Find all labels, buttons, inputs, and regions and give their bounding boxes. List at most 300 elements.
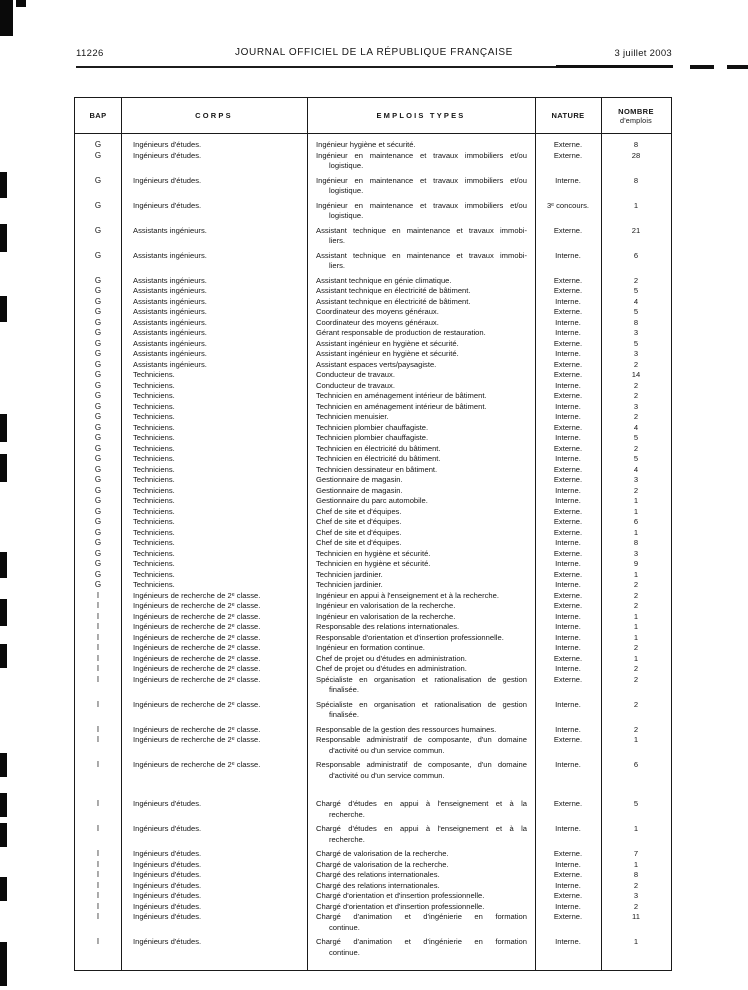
emplois-line: finalisée. — [329, 710, 359, 719]
cell-nombre: 21 — [631, 225, 641, 235]
cell-nombre: 2 — [633, 443, 639, 453]
cell-nombre: 2 — [633, 880, 639, 890]
cell-emplois — [307, 612, 535, 623]
cell-nombre: 2 — [633, 674, 639, 684]
cell-nombre: 1 — [633, 937, 639, 946]
cell-bap: I — [96, 859, 100, 869]
table-row — [75, 622, 671, 633]
cell-nombre: 9 — [633, 559, 639, 568]
cell-corps: Assistants ingénieurs. — [133, 328, 207, 337]
cell-bap: I — [96, 880, 100, 890]
cell-nombre: 3 — [633, 475, 639, 484]
cell-corps: Assistants ingénieurs. — [133, 349, 207, 358]
cell-bap: I — [96, 601, 100, 610]
emplois-line: continue. — [329, 922, 360, 932]
emplois-line: Technicien dessinateur en bâtiment. — [316, 464, 438, 474]
table-row — [75, 559, 671, 570]
emplois-line: Ingénieur hygiène et sécurité. — [316, 140, 416, 149]
table-row — [75, 675, 671, 696]
column-divider — [121, 98, 122, 970]
cell-nombre: 1 — [633, 527, 639, 537]
table-row — [75, 538, 671, 549]
cell-emplois — [307, 201, 535, 222]
cell-nature: Externe. — [553, 475, 583, 484]
cell-nature: Interne. — [555, 824, 581, 833]
cell-corps: Ingénieurs de recherche de 2ᵉ classe. — [133, 674, 261, 684]
cell-emplois — [307, 654, 535, 665]
cell-bap: G — [94, 485, 102, 495]
cell-emplois — [307, 391, 535, 402]
emplois-line: Chef de site et d'équipes. — [316, 527, 402, 537]
table-header — [75, 98, 671, 134]
table-row — [75, 226, 671, 247]
table-row — [75, 475, 671, 486]
cell-bap: G — [94, 225, 102, 235]
cell-bap: G — [94, 296, 102, 306]
cell-nombre: 2 — [633, 664, 639, 673]
cell-nombre: 1 — [633, 506, 639, 516]
cell-corps: Ingénieurs de recherche de 2ᵉ classe. — [133, 760, 261, 769]
scan-artifact — [0, 942, 7, 986]
table-row — [75, 549, 671, 560]
cell-corps: Techniciens. — [133, 412, 175, 421]
cell-emplois — [307, 328, 535, 339]
cell-nature: Interne. — [555, 496, 581, 505]
cell-nombre: 11 — [632, 912, 640, 921]
cell-corps: Ingénieurs d'études. — [133, 150, 202, 160]
cell-nombre: 6 — [633, 517, 639, 526]
cell-nature: Externe. — [553, 590, 583, 600]
scan-artifact — [0, 224, 7, 252]
cell-emplois — [307, 675, 535, 696]
cell-bap: G — [94, 527, 102, 537]
table-row — [75, 507, 671, 518]
cell-emplois — [307, 297, 535, 308]
emplois-line: Conducteur de travaux. — [316, 370, 395, 379]
cell-nature: Externe. — [553, 464, 583, 474]
emplois-line: Technicien jardinier. — [316, 569, 383, 579]
cell-nature: Externe. — [553, 527, 583, 537]
cell-nature: Interne. — [555, 937, 581, 946]
cell-nature: Externe. — [553, 140, 583, 149]
cell-nombre: 14 — [631, 370, 641, 379]
cell-nature: Externe. — [553, 422, 583, 432]
cell-bap: G — [94, 380, 102, 390]
scan-artifact — [0, 552, 7, 578]
cell-nature: Externe. — [553, 391, 583, 400]
cell-corps: Techniciens. — [133, 422, 175, 432]
cell-corps: Ingénieurs de recherche de 2ᵉ classe. — [133, 664, 261, 673]
cell-corps: Ingénieurs de recherche de 2ᵉ classe. — [133, 724, 261, 734]
cell-corps: Ingénieurs de recherche de 2ᵉ classe. — [133, 632, 261, 642]
scan-artifact — [0, 599, 7, 626]
cell-nombre: 2 — [633, 412, 639, 421]
table-row — [75, 612, 671, 623]
cell-bap: G — [94, 433, 102, 442]
cell-emplois — [307, 700, 535, 721]
cell-nature: Externe. — [553, 548, 583, 558]
cell-nature: Externe. — [553, 849, 583, 858]
col-header-nombre-line1: NOMBRE — [618, 106, 654, 116]
table-row — [75, 601, 671, 612]
cell-bap: G — [94, 338, 102, 348]
cell-bap: I — [96, 870, 100, 879]
emplois-line: Technicien en électricité du bâtiment. — [316, 454, 441, 463]
cell-nombre: 8 — [633, 140, 639, 149]
cell-emplois — [307, 580, 535, 591]
cell-corps: Assistants ingénieurs. — [133, 296, 207, 306]
cell-nombre: 28 — [631, 150, 641, 160]
emplois-line: Assistant technique en électricité de bâtiment. — [316, 286, 471, 295]
cell-emplois — [307, 339, 535, 350]
cell-bap: I — [96, 735, 100, 744]
cell-bap: G — [94, 401, 102, 411]
scan-artifact — [0, 644, 7, 668]
cell-corps: Assistants ingénieurs. — [133, 317, 207, 327]
cell-bap: I — [96, 891, 100, 900]
cell-nombre: 1 — [633, 200, 639, 210]
cell-corps: Techniciens. — [133, 475, 175, 484]
cell-nombre: 5 — [633, 338, 639, 348]
table-row — [75, 654, 671, 665]
cell-nature: Externe. — [553, 870, 583, 879]
scan-artifact — [0, 823, 7, 847]
emplois-line: Chargé d'études en appui à l'enseignement et à la — [316, 799, 527, 808]
emplois-line: Spécialiste en organisation et rationalisation de gestion — [316, 699, 527, 709]
cell-nombre: 6 — [633, 760, 639, 769]
cell-nature: Externe. — [553, 601, 583, 610]
cell-nombre: 4 — [633, 296, 639, 306]
scan-artifact — [0, 877, 7, 901]
cell-bap: G — [94, 140, 102, 149]
emplois-line: recherche. — [329, 834, 365, 844]
column-divider — [535, 98, 536, 970]
emplois-line: Ingénieur en valorisation de la recherche. — [316, 601, 456, 610]
cell-corps: Ingénieurs de recherche de 2ᵉ classe. — [133, 622, 261, 631]
cell-nombre: 2 — [633, 601, 639, 610]
cell-nombre: 2 — [633, 275, 639, 285]
table-row — [75, 735, 671, 756]
table-row — [75, 276, 671, 287]
cell-corps: Ingénieurs de recherche de 2ᵉ classe. — [133, 590, 261, 600]
emplois-line: Chargé d'études en appui à l'enseignement et à la — [316, 824, 527, 833]
cell-emplois — [307, 559, 535, 570]
emplois-line: Assistant technique en électricité de bâtiment. — [316, 296, 471, 306]
cell-emplois — [307, 517, 535, 528]
cell-nombre: 1 — [633, 496, 639, 505]
emplois-line: Assistant ingénieur en hygiène et sécurité. — [316, 349, 459, 358]
emplois-line: Responsable administratif de composante, d'un domaine — [316, 760, 527, 769]
cell-bap: G — [94, 454, 102, 463]
cell-corps: Assistants ingénieurs. — [133, 338, 207, 348]
cell-bap: I — [96, 611, 100, 621]
cell-corps: Ingénieurs d'études. — [133, 140, 202, 149]
emplois-line: Responsable administratif de composante, d'un domaine — [316, 735, 527, 744]
cell-bap: G — [94, 517, 102, 526]
emplois-line: recherche. — [329, 809, 365, 819]
table-row — [75, 370, 671, 381]
emplois-line: Assistant ingénieur en hygiène et sécurité. — [316, 338, 459, 348]
emplois-line: Ingénieur en formation continue. — [316, 643, 425, 652]
cell-bap: G — [94, 250, 102, 260]
emplois-line: Technicien plombier chauffagiste. — [316, 433, 429, 442]
cell-emplois — [307, 881, 535, 892]
emplois-line: Assistant technique en génie climatique. — [316, 275, 452, 285]
emplois-line: Technicien en aménagement intérieur de bâtiment. — [316, 401, 487, 411]
cell-nombre: 2 — [633, 643, 639, 652]
cell-emplois — [307, 276, 535, 287]
cell-bap: G — [94, 412, 102, 421]
table-row — [75, 881, 671, 892]
cell-nombre: 2 — [633, 724, 639, 734]
scan-artifact — [16, 0, 26, 7]
emplois-line: logistique. — [329, 211, 364, 220]
cell-emplois — [307, 549, 535, 560]
cell-corps: Techniciens. — [133, 443, 175, 453]
cell-nature: Interne. — [555, 901, 581, 911]
emplois-line: Technicien menuisier. — [316, 412, 389, 421]
table-row — [75, 349, 671, 360]
cell-nature: Externe. — [553, 506, 583, 516]
table-row — [75, 360, 671, 371]
cell-nature: Externe. — [553, 891, 583, 900]
scan-artifact — [0, 296, 7, 322]
cell-nature: Externe. — [553, 517, 583, 526]
column-divider — [307, 98, 308, 970]
emplois-line: Chef de projet ou d'études en administration. — [316, 664, 467, 673]
table-row — [75, 444, 671, 455]
cell-emplois — [307, 849, 535, 860]
cell-nature: Externe. — [553, 912, 583, 921]
cell-bap: G — [94, 286, 102, 295]
cell-nombre: 1 — [633, 569, 639, 579]
cell-emplois — [307, 735, 535, 756]
cell-nombre: 3 — [633, 401, 639, 411]
table-row — [75, 176, 671, 197]
cell-nature: Externe. — [553, 370, 583, 379]
cell-bap: G — [94, 569, 102, 579]
issue-date: 3 juillet 2003 — [614, 48, 672, 59]
cell-emplois — [307, 664, 535, 675]
table-row — [75, 318, 671, 329]
cell-corps: Techniciens. — [133, 569, 175, 579]
cell-emplois — [307, 643, 535, 654]
emplois-line: Chargé d'orientation et d'insertion professionnelle. — [316, 901, 485, 911]
scan-artifact — [0, 414, 7, 442]
cell-bap: G — [94, 391, 102, 400]
table-row — [75, 591, 671, 602]
cell-nature: Interne. — [555, 559, 581, 568]
cell-nature: Externe. — [553, 225, 583, 235]
cell-emplois — [307, 402, 535, 413]
cell-bap: G — [94, 200, 102, 210]
cell-emplois — [307, 902, 535, 913]
emplois-line: Technicien en aménagement intérieur de bâtiment. — [316, 391, 487, 400]
col-header-emplois: EMPLOIS TYPES — [376, 111, 466, 120]
cell-nature: Externe. — [553, 735, 583, 744]
cell-nature: Externe. — [553, 359, 583, 369]
cell-nombre: 8 — [633, 538, 639, 547]
emplois-line: Chef de site et d'équipes. — [316, 517, 402, 526]
cell-emplois — [307, 860, 535, 871]
cell-nombre: 5 — [633, 286, 639, 295]
table-row — [75, 528, 671, 539]
cell-corps: Ingénieurs de recherche de 2ᵉ classe. — [133, 601, 261, 610]
cell-nature: Interne. — [555, 485, 581, 495]
cell-nombre: 2 — [633, 699, 639, 709]
cell-emplois — [307, 433, 535, 444]
cell-nombre: 1 — [633, 622, 639, 631]
emplois-line: Ingénieur en maintenance et travaux immobiliers et/ou — [316, 150, 527, 160]
scan-artifact — [0, 753, 7, 777]
cell-corps: Ingénieurs d'études. — [133, 200, 202, 210]
cell-nature: Interne. — [555, 538, 581, 547]
cell-corps: Ingénieurs d'études. — [133, 175, 202, 185]
emplois-line: Ingénieur en valorisation de la recherche. — [316, 611, 456, 621]
emplois-line: Responsable de la gestion des ressources humaines. — [316, 724, 497, 734]
cell-emplois — [307, 454, 535, 465]
emplois-line: liers. — [329, 236, 346, 245]
cell-corps: Techniciens. — [133, 559, 175, 568]
cell-nombre: 5 — [633, 307, 639, 316]
scan-artifact — [0, 793, 7, 817]
cell-bap: G — [94, 464, 102, 474]
cell-bap: I — [96, 664, 100, 673]
cell-emplois — [307, 799, 535, 820]
table-row — [75, 412, 671, 423]
cell-corps: Techniciens. — [133, 538, 175, 547]
emplois-line: Coordinateur des moyens généraux. — [316, 317, 439, 327]
cell-emplois — [307, 286, 535, 297]
emplois-line: continue. — [329, 947, 360, 957]
emplois-line: Gestionnaire du parc automobile. — [316, 496, 428, 505]
cell-corps: Techniciens. — [133, 580, 175, 589]
cell-nature: Interne. — [555, 380, 581, 390]
cell-corps: Techniciens. — [133, 391, 175, 400]
cell-nature: Interne. — [555, 328, 581, 337]
cell-emplois — [307, 444, 535, 455]
emplois-line: Technicien en hygiène et sécurité. — [316, 548, 431, 558]
cell-emplois — [307, 140, 535, 151]
cell-emplois — [307, 475, 535, 486]
cell-emplois — [307, 176, 535, 197]
cell-bap: I — [96, 799, 100, 808]
table-row — [75, 465, 671, 476]
cell-bap: G — [94, 475, 102, 484]
cell-emplois — [307, 528, 535, 539]
cell-bap: G — [94, 349, 102, 358]
table-row — [75, 664, 671, 675]
cell-corps: Assistants ingénieurs. — [133, 307, 207, 316]
cell-bap: G — [94, 496, 102, 505]
cell-emplois — [307, 360, 535, 371]
cell-nombre: 2 — [633, 391, 639, 400]
cell-nombre: 3 — [633, 548, 639, 558]
cell-bap: G — [94, 328, 102, 337]
running-head — [76, 46, 672, 62]
emplois-line: Ingénieur en appui à l'enseignement et à la recherche. — [316, 590, 499, 600]
scan-artifact — [690, 65, 714, 69]
cell-nombre: 1 — [633, 653, 639, 663]
cell-corps: Ingénieurs d'études. — [133, 849, 202, 858]
cell-nombre: 2 — [633, 359, 639, 369]
cell-nature: Interne. — [555, 699, 581, 709]
cell-corps: Techniciens. — [133, 517, 175, 526]
cell-emplois — [307, 349, 535, 360]
scan-artifact — [0, 172, 7, 198]
cell-nombre: 3 — [633, 328, 639, 337]
table-row — [75, 151, 671, 172]
cell-nature: Interne. — [555, 724, 581, 734]
table-row — [75, 391, 671, 402]
cell-bap: G — [94, 506, 102, 516]
cell-emplois — [307, 870, 535, 881]
table-row — [75, 849, 671, 860]
table-row — [75, 517, 671, 528]
emplois-line: Chargé des relations internationales. — [316, 880, 440, 890]
col-header-corps: CORPS — [195, 111, 233, 120]
scan-artifact — [0, 0, 13, 36]
cell-nature: Externe. — [553, 286, 583, 295]
cell-bap: G — [94, 359, 102, 369]
table-row — [75, 633, 671, 644]
cell-nature: Interne. — [555, 643, 581, 652]
cell-bap: G — [94, 317, 102, 327]
emplois-line: Assistant technique en maintenance et travaux immobi- — [316, 225, 527, 235]
cell-bap: I — [96, 849, 100, 858]
table-row — [75, 286, 671, 297]
table-row — [75, 902, 671, 913]
column-divider — [601, 98, 602, 970]
emplois-line: Conducteur de travaux. — [316, 380, 395, 390]
cell-nature: Externe. — [553, 674, 583, 684]
cell-corps: Ingénieurs d'études. — [133, 859, 202, 869]
cell-nature: Externe. — [553, 338, 583, 348]
table-row — [75, 870, 671, 881]
cell-nature: Interne. — [555, 175, 581, 185]
cell-bap: G — [94, 370, 102, 379]
cell-corps: Techniciens. — [133, 485, 175, 495]
cell-emplois — [307, 591, 535, 602]
cell-nature: Interne. — [555, 760, 581, 769]
table-row — [75, 570, 671, 581]
cell-corps: Techniciens. — [133, 401, 175, 411]
cell-corps: Ingénieurs de recherche de 2ᵉ classe. — [133, 735, 261, 744]
table-row — [75, 201, 671, 222]
cell-nombre: 1 — [633, 824, 639, 833]
cell-emplois — [307, 423, 535, 434]
cell-nature: Externe. — [553, 569, 583, 579]
cell-bap: G — [94, 307, 102, 316]
cell-nombre: 4 — [633, 422, 639, 432]
cell-corps: Ingénieurs de recherche de 2ᵉ classe. — [133, 611, 261, 621]
cell-nombre: 7 — [633, 849, 639, 858]
col-header-nombre-line2: d'emplois — [620, 115, 652, 125]
table-row — [75, 799, 671, 820]
cell-nature: Externe. — [553, 307, 583, 316]
table-row — [75, 725, 671, 736]
emplois-line: Chargé d'orientation et d'insertion professionnelle. — [316, 891, 485, 900]
cell-nombre: 5 — [633, 433, 639, 442]
cell-nature: Externe. — [553, 653, 583, 663]
emplois-line: Chef de site et d'équipes. — [316, 506, 402, 516]
emplois-line: Chef de site et d'équipes. — [316, 538, 402, 547]
cell-bap: I — [96, 824, 100, 833]
cell-bap: I — [96, 653, 100, 663]
cell-nombre: 1 — [633, 735, 639, 744]
cell-nombre: 6 — [633, 250, 639, 260]
table-row — [75, 423, 671, 434]
